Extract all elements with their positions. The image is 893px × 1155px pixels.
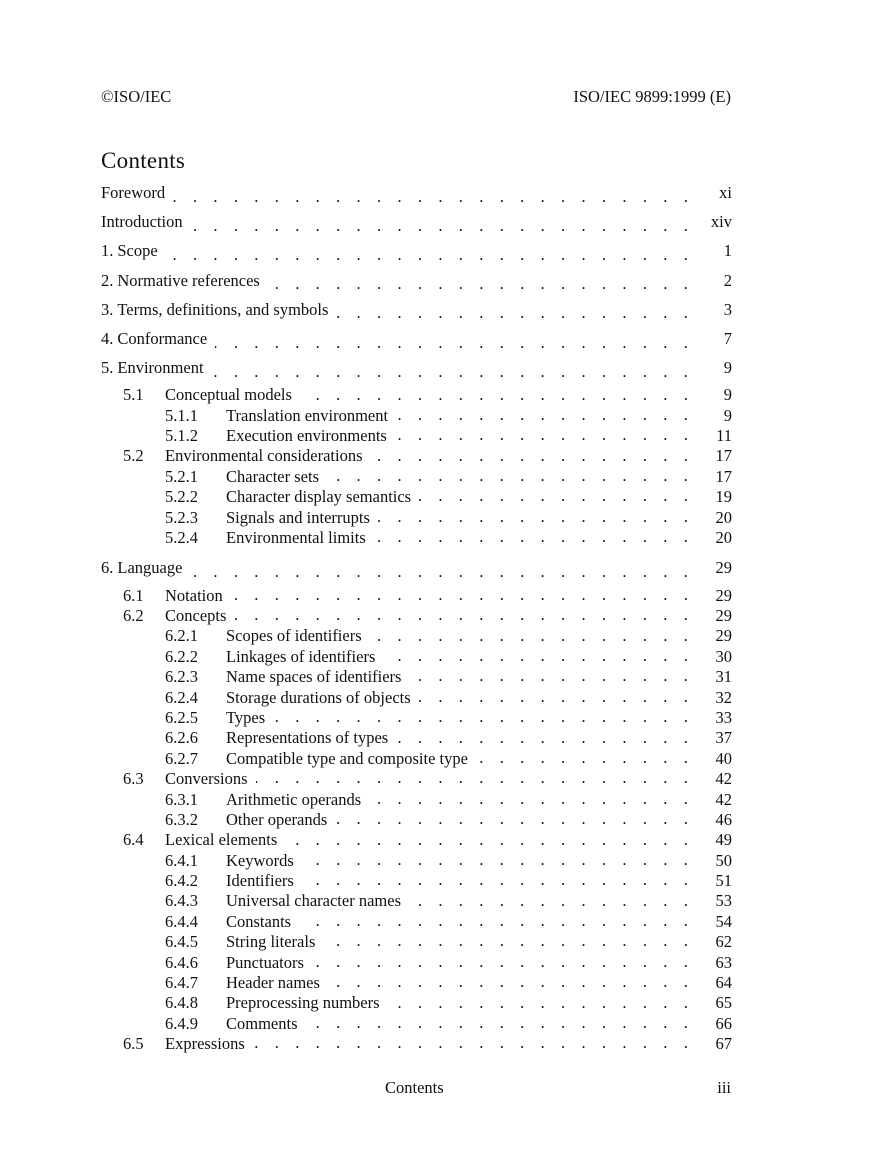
dot-leader [383, 649, 694, 665]
toc-entry-title: Constants [226, 912, 299, 932]
toc-entry[interactable] [101, 667, 732, 687]
toc-entry-title: String literals [226, 932, 323, 952]
toc-entry[interactable] [101, 647, 732, 667]
toc-entry[interactable] [101, 528, 732, 548]
dot-leader [253, 1036, 694, 1052]
toc-entry[interactable] [101, 1034, 732, 1054]
toc-entry[interactable] [101, 912, 732, 932]
dot-leader [173, 188, 694, 204]
dot-leader [476, 751, 694, 767]
toc-entry-number: 6.2.4 [165, 687, 198, 707]
toc-entry-title: Conversions [165, 769, 256, 789]
toc-entry[interactable] [101, 487, 732, 507]
toc-entry-number: 6.4.1 [165, 850, 198, 870]
toc-entry-title: Concepts [165, 606, 234, 626]
toc-entry-page: 63 [694, 953, 732, 973]
dot-leader [396, 408, 694, 424]
toc-entry[interactable] [101, 749, 732, 769]
toc-entry-page: 20 [694, 508, 732, 528]
toc-entry-page: 20 [694, 528, 732, 548]
dot-leader [327, 469, 694, 485]
toc-entry-title: Expressions [165, 1034, 253, 1054]
toc-entry-number: 6.4 [123, 830, 144, 850]
toc-entry-title: Conformance [117, 327, 215, 351]
toc-entry-title: Terms, definitions, and symbols [117, 298, 336, 322]
toc-entry[interactable] [101, 973, 732, 993]
dot-leader [328, 975, 694, 991]
toc-entry-page: 40 [694, 749, 732, 769]
toc-entry-title: Universal character names [226, 891, 409, 911]
toc-entry-number: 6.4.4 [165, 911, 198, 931]
toc-entry-title: Scope [117, 239, 165, 263]
toc-entry[interactable] [101, 327, 732, 356]
toc-entry-number: 6.2.2 [165, 646, 198, 666]
toc-entry-number: 6.2.1 [165, 626, 198, 646]
toc-entry-page: 9 [694, 385, 732, 405]
toc-entry-title: Name spaces of identifiers [226, 667, 409, 687]
dot-leader [215, 334, 694, 350]
dot-leader [323, 934, 694, 950]
toc-entry[interactable] [101, 556, 732, 585]
toc-entry-number: 6.4.2 [165, 871, 198, 891]
toc-entry-number: 6.2.6 [165, 728, 198, 748]
toc-entry-page: 42 [694, 790, 732, 810]
toc-entry-title: Normative references [117, 269, 267, 293]
dot-leader [256, 771, 695, 787]
toc-entry-title: Conceptual models [165, 385, 300, 405]
toc-entry[interactable] [101, 406, 732, 426]
dot-leader [378, 510, 694, 526]
toc-entry-title: Foreword [101, 181, 173, 205]
toc-entry-page: 17 [694, 467, 732, 487]
toc-entry-number: 6.2.3 [165, 667, 198, 687]
dot-leader [299, 914, 694, 930]
toc-entry-page: 46 [694, 810, 732, 830]
toc-entry-title: Character display semantics [226, 487, 419, 507]
toc-entry-number: 6.2.7 [165, 748, 198, 768]
toc-entry-title: Introduction [101, 210, 191, 234]
toc-entry[interactable] [101, 467, 732, 487]
toc-entry[interactable] [101, 728, 732, 748]
table-of-contents [101, 181, 732, 1055]
dot-leader [369, 792, 694, 808]
toc-entry-title: Compatible type and composite type [226, 749, 476, 769]
dot-leader [231, 588, 694, 604]
toc-entry-page: 7 [694, 327, 732, 351]
toc-entry[interactable] [101, 239, 732, 268]
toc-entry-number: 6. [101, 558, 114, 578]
dot-leader [312, 955, 694, 971]
dot-leader [409, 894, 694, 910]
toc-entry-page: 49 [694, 830, 732, 850]
footer-section-name: Contents [385, 1078, 444, 1097]
toc-entry[interactable] [101, 210, 732, 239]
toc-entry[interactable] [101, 993, 732, 1013]
toc-entry[interactable] [101, 606, 732, 626]
toc-entry[interactable] [101, 586, 732, 606]
toc-entry-title: Arithmetic operands [226, 790, 369, 810]
dot-leader [388, 996, 694, 1012]
toc-entry-title: Storage durations of objects [226, 688, 419, 708]
toc-entry-title: Character sets [226, 467, 327, 487]
toc-entry-page: xi [694, 181, 732, 205]
toc-entry-title: Other operands [226, 810, 335, 830]
toc-entry-number: 3. [101, 299, 114, 319]
header-copyright: ©ISO/IEC [101, 87, 172, 106]
toc-entry-number: 5.2.2 [165, 487, 198, 507]
toc-entry-title: Identifiers [226, 871, 302, 891]
toc-entry-title: Lexical elements [165, 830, 285, 850]
dot-leader [191, 217, 694, 233]
toc-entry-page: 51 [694, 871, 732, 891]
toc-entry-title: Preprocessing numbers [226, 993, 388, 1013]
toc-entry-title: Scopes of identifiers [226, 626, 370, 646]
header-standard-id: ISO/IEC 9899:1999 (E) [573, 87, 731, 106]
toc-entry-title: Notation [165, 586, 231, 606]
toc-entry-page: 65 [694, 993, 732, 1013]
toc-entry-number: 2. [101, 270, 114, 290]
toc-entry-page: 29 [694, 626, 732, 646]
toc-entry-title: Translation environment [226, 406, 396, 426]
toc-entry-number: 4. [101, 328, 114, 348]
toc-entry-number: 5.2.1 [165, 466, 198, 486]
toc-entry-title: Keywords [226, 851, 302, 871]
page-title: Contents [101, 148, 186, 173]
dot-leader [306, 1016, 694, 1032]
dot-leader [395, 428, 694, 444]
toc-entry-title: Language [117, 556, 190, 580]
toc-entry-number: 6.4.6 [165, 952, 198, 972]
dot-leader [212, 363, 694, 379]
dot-leader [285, 833, 694, 849]
toc-entry-number: 5.2.4 [165, 528, 198, 548]
toc-entry-number: 6.4.5 [165, 932, 198, 952]
toc-entry[interactable] [101, 830, 732, 850]
toc-entry-title: Types [226, 708, 273, 728]
dot-leader [374, 530, 694, 546]
toc-entry[interactable] [101, 891, 732, 911]
toc-entry-number: 6.2 [123, 606, 144, 626]
toc-entry[interactable] [101, 356, 732, 385]
dot-leader [336, 304, 694, 320]
footer-page-number: iii [717, 1078, 731, 1097]
dot-leader [273, 710, 694, 726]
toc-entry[interactable] [101, 932, 732, 952]
toc-entry-number: 5.1.2 [165, 426, 198, 446]
dot-leader [371, 449, 695, 465]
dot-leader [335, 812, 694, 828]
toc-entry[interactable] [101, 385, 732, 405]
dot-leader [234, 608, 694, 624]
toc-entry[interactable] [101, 708, 732, 728]
toc-entry[interactable] [101, 181, 732, 210]
dot-leader [302, 853, 694, 869]
toc-entry[interactable] [101, 298, 732, 327]
dot-leader [300, 388, 694, 404]
dot-leader [302, 873, 694, 889]
toc-entry-title: Header names [226, 973, 328, 993]
toc-entry-number: 6.3.2 [165, 809, 198, 829]
toc-entry[interactable] [101, 446, 732, 466]
toc-entry-title: Signals and interrupts [226, 508, 378, 528]
toc-entry[interactable] [101, 810, 732, 830]
toc-entry-title: Execution environments [226, 426, 395, 446]
toc-entry-page: 2 [694, 269, 732, 293]
toc-entry[interactable] [101, 790, 732, 810]
toc-entry-page: 29 [694, 556, 732, 580]
toc-entry-page: 67 [694, 1034, 732, 1054]
toc-entry-number: 5.2 [123, 446, 144, 466]
dot-leader [370, 629, 694, 645]
toc-entry-number: 5. [101, 358, 114, 378]
toc-entry-number: 6.1 [123, 585, 144, 605]
toc-entry-page: 29 [694, 586, 732, 606]
toc-entry-number: 6.5 [123, 1034, 144, 1054]
toc-entry-page: 32 [694, 688, 732, 708]
toc-entry-page: 50 [694, 851, 732, 871]
toc-entry-page: 33 [694, 708, 732, 728]
toc-entry-page: 42 [694, 769, 732, 789]
toc-entry[interactable] [101, 688, 732, 708]
dot-leader [268, 275, 694, 291]
toc-entry[interactable] [101, 426, 732, 446]
toc-entry-number: 1. [101, 241, 114, 261]
toc-entry-number: 5.1.1 [165, 405, 198, 425]
toc-entry-title: Environmental limits [226, 528, 374, 548]
toc-entry-title: Environment [117, 356, 211, 380]
dot-leader [419, 489, 694, 505]
toc-entry-title: Environmental considerations [165, 446, 371, 466]
toc-entry-title: Punctuators [226, 953, 312, 973]
toc-entry[interactable] [101, 269, 732, 298]
toc-entry-page: 19 [694, 487, 732, 507]
toc-entry-page: 9 [694, 356, 732, 380]
toc-entry-title: Comments [226, 1014, 306, 1034]
toc-entry[interactable] [101, 1014, 732, 1034]
toc-entry-number: 5.1 [123, 385, 144, 405]
toc-entry-page: 64 [694, 973, 732, 993]
toc-entry-number: 6.2.5 [165, 707, 198, 727]
toc-entry[interactable] [101, 953, 732, 973]
toc-entry-page: 53 [694, 891, 732, 911]
dot-leader [396, 731, 694, 747]
toc-entry[interactable] [101, 851, 732, 871]
toc-entry-title: Linkages of identifiers [226, 647, 383, 667]
toc-entry-page: 37 [694, 728, 732, 748]
dot-leader [409, 669, 694, 685]
dot-leader [419, 690, 694, 706]
toc-entry-page: xiv [694, 210, 732, 234]
toc-entry-page: 30 [694, 647, 732, 667]
toc-entry-number: 6.3 [123, 769, 144, 789]
toc-entry-number: 5.2.3 [165, 507, 198, 527]
toc-entry[interactable] [101, 508, 732, 528]
toc-entry[interactable] [101, 626, 732, 646]
toc-entry[interactable] [101, 871, 732, 891]
toc-entry-page: 66 [694, 1014, 732, 1034]
toc-entry-page: 54 [694, 912, 732, 932]
toc-entry-page: 1 [694, 239, 732, 263]
toc-entry-number: 6.4.3 [165, 891, 198, 911]
toc-entry-number: 6.4.9 [165, 1013, 198, 1033]
toc-entry-number: 6.4.8 [165, 993, 198, 1013]
toc-entry-page: 11 [694, 426, 732, 446]
toc-entry-page: 3 [694, 298, 732, 322]
toc-entry-page: 31 [694, 667, 732, 687]
dot-leader [166, 246, 694, 262]
toc-entry-page: 62 [694, 932, 732, 952]
toc-entry-page: 9 [694, 406, 732, 426]
toc-entry-page: 29 [694, 606, 732, 626]
toc-entry-number: 6.4.7 [165, 973, 198, 993]
dot-leader [190, 563, 694, 579]
toc-entry[interactable] [101, 769, 732, 789]
toc-entry-page: 17 [694, 446, 732, 466]
toc-entry-title: Representations of types [226, 728, 396, 748]
toc-entry-number: 6.3.1 [165, 789, 198, 809]
